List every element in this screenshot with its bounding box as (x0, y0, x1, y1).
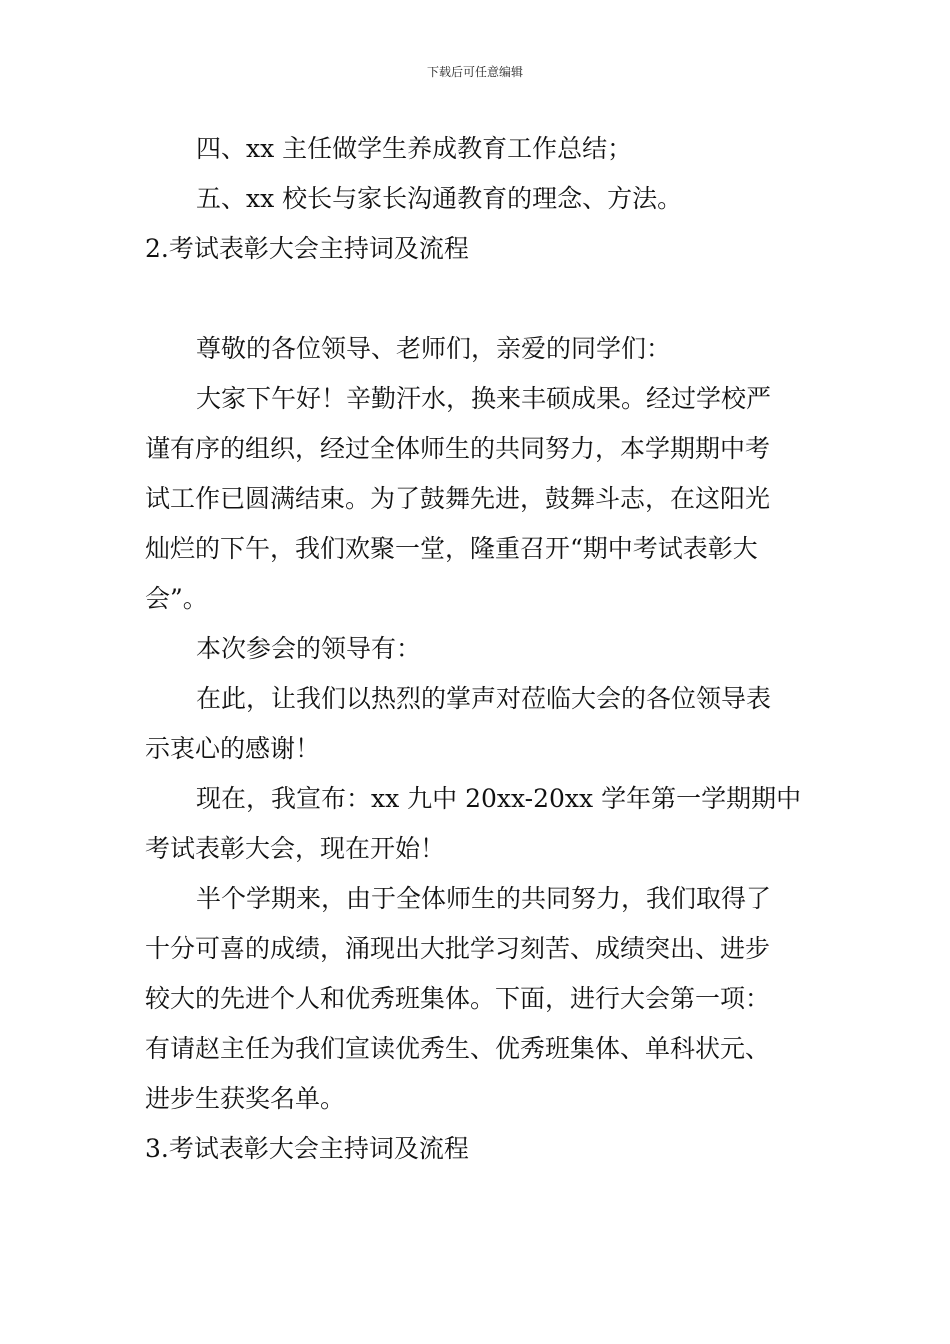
paragraph-line: 试工作已圆满结束。为了鼓舞先进，鼓舞斗志，在这阳光 (145, 484, 771, 513)
paragraph-line: 谨有序的组织，经过全体师生的共同努力，本学期期中考 (145, 434, 771, 463)
paragraph-line: 大家下午好！辛勤汗水，换来丰硕成果。经过学校严 (196, 384, 772, 413)
section-2-heading: 2.考试表彰大会主持词及流程 (145, 234, 469, 263)
header-note: 下载后可任意编辑 (426, 65, 523, 79)
paragraph-line: 现在，我宣布：xx 九中 20xx-20xx 学年第一学期期中 (196, 784, 802, 813)
greeting-line: 尊敬的各位领导、老师们，亲爱的同学们： (196, 334, 672, 363)
document-body (145, 124, 807, 1174)
paragraph-line: 较大的先进个人和优秀班集体。下面，进行大会第一项： (145, 984, 771, 1013)
paragraph-line: 示衷心的感谢！ (145, 734, 321, 763)
paragraph-line: 在此，让我们以热烈的掌声对莅临大会的各位领导表 (196, 684, 772, 713)
paragraph-line: 进步生获奖名单。 (145, 1084, 346, 1113)
section-3-heading: 3.考试表彰大会主持词及流程 (145, 1134, 469, 1163)
list-item-five: 五、xx 校长与家长沟通教育的理念、方法。 (196, 184, 683, 213)
paragraph-line: 有请赵主任为我们宣读优秀生、优秀班集体、单科状元、 (145, 1034, 771, 1063)
paragraph-line: 半个学期来，由于全体师生的共同努力，我们取得了 (196, 884, 772, 913)
paragraph-line: 考试表彰大会，现在开始！ (145, 834, 446, 863)
paragraph-line: 本次参会的领导有： (196, 634, 422, 663)
blank-line (145, 274, 807, 324)
paragraph-line: 灿烂的下午，我们欢聚一堂，隆重召开“期中考试表彰大 (145, 534, 758, 563)
list-item-four: 四、xx 主任做学生养成教育工作总结； (196, 134, 633, 163)
paragraph-line: 十分可喜的成绩，涌现出大批学习刻苦、成绩突出、进步 (145, 934, 771, 963)
paragraph-line: 会”。 (145, 584, 208, 613)
